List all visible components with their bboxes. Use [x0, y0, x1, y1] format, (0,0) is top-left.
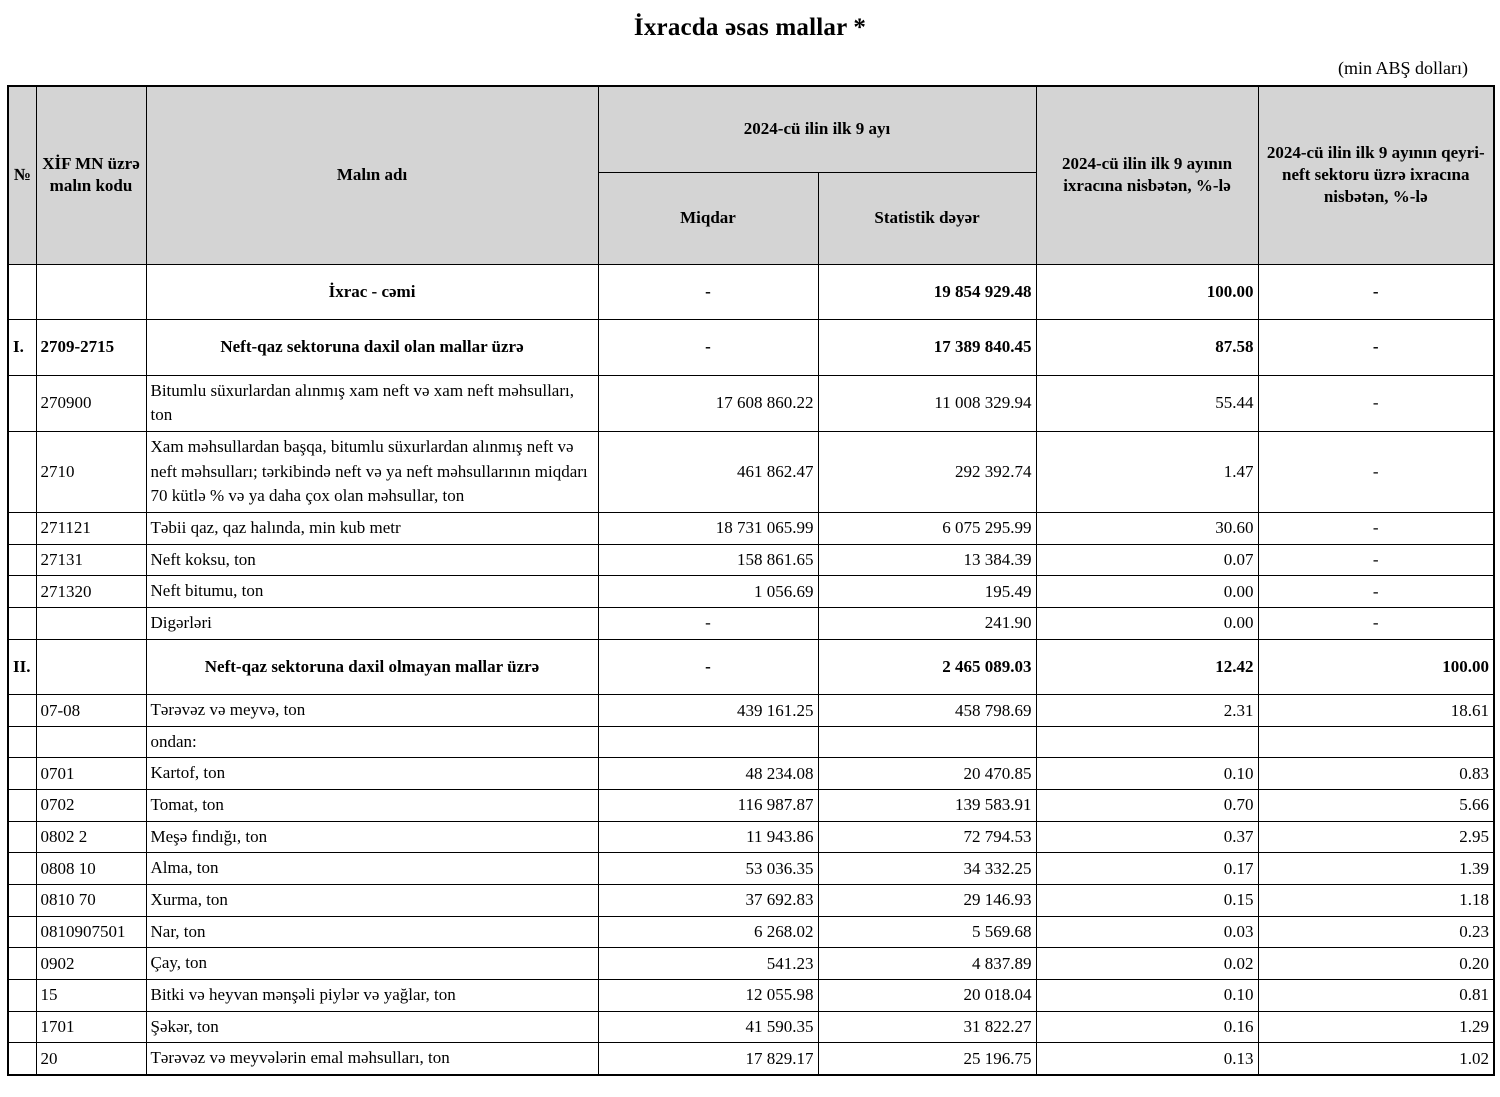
row-pct-total: 30.60: [1036, 512, 1258, 544]
row-pct-nonoil: 0.23: [1258, 916, 1494, 948]
row-name: Şəkər, ton: [146, 1011, 598, 1043]
row-qty: 461 862.47: [598, 432, 818, 513]
row-name: Təbii qaz, qaz halında, min kub metr: [146, 512, 598, 544]
header-code: XİF MN üzrə malın kodu: [36, 86, 146, 264]
row-name: Digərləri: [146, 607, 598, 639]
row-code: 0808 10: [36, 853, 146, 885]
row-no: [8, 948, 36, 980]
row-code: 20: [36, 1043, 146, 1075]
row-name: Kartof, ton: [146, 758, 598, 790]
row-pct-nonoil: -: [1258, 607, 1494, 639]
row-pct-total: 0.16: [1036, 1011, 1258, 1043]
row-value: 5 569.68: [818, 916, 1036, 948]
row-qty: -: [598, 264, 818, 320]
row-value: 34 332.25: [818, 853, 1036, 885]
row-no: II.: [8, 639, 36, 695]
row-value: 458 798.69: [818, 695, 1036, 727]
row-pct-nonoil: 0.83: [1258, 758, 1494, 790]
row-qty: 48 234.08: [598, 758, 818, 790]
header-pct-total: 2024-cü ilin ilk 9 ayının ixracına nisbətən, %-lə: [1036, 86, 1258, 264]
row-name: Çay, ton: [146, 948, 598, 980]
row-pct-nonoil: -: [1258, 375, 1494, 431]
row-name: Nar, ton: [146, 916, 598, 948]
row-value: 2 465 089.03: [818, 639, 1036, 695]
row-pct-nonoil: -: [1258, 320, 1494, 376]
row-qty: -: [598, 607, 818, 639]
row-no: [8, 726, 36, 758]
row-pct-total: 0.15: [1036, 885, 1258, 917]
row-name: Tərəvəz və meyvə, ton: [146, 695, 598, 727]
row-pct-nonoil: [1258, 726, 1494, 758]
table-row: [8, 607, 1494, 639]
row-value: 241.90: [818, 607, 1036, 639]
row-code: [36, 726, 146, 758]
row-qty: 439 161.25: [598, 695, 818, 727]
row-no: [8, 1043, 36, 1075]
row-no: [8, 979, 36, 1011]
row-code: 0902: [36, 948, 146, 980]
row-pct-total: 0.37: [1036, 821, 1258, 853]
row-no: [8, 853, 36, 885]
row-pct-total: 0.00: [1036, 576, 1258, 608]
row-pct-nonoil: 18.61: [1258, 695, 1494, 727]
table-row: [8, 821, 1494, 853]
row-pct-nonoil: 1.29: [1258, 1011, 1494, 1043]
row-name: Bitumlu süxurlardan alınmış xam neft və xam neft məhsulları, ton: [146, 375, 598, 431]
row-pct-total: 55.44: [1036, 375, 1258, 431]
header-period-group: 2024-cü ilin ilk 9 ayı: [598, 86, 1036, 172]
row-pct-nonoil: 100.00: [1258, 639, 1494, 695]
row-pct-nonoil: -: [1258, 264, 1494, 320]
row-code: [36, 607, 146, 639]
row-no: [8, 790, 36, 822]
row-pct-total: 12.42: [1036, 639, 1258, 695]
row-code: [36, 639, 146, 695]
row-name: ondan:: [146, 726, 598, 758]
row-qty: -: [598, 320, 818, 376]
row-name: İxrac - cəmi: [146, 264, 598, 320]
row-pct-total: 0.10: [1036, 758, 1258, 790]
row-name: Neft-qaz sektoruna daxil olmayan mallar üzrə: [146, 639, 598, 695]
row-code: [36, 264, 146, 320]
row-no: [8, 1011, 36, 1043]
row-code: 15: [36, 979, 146, 1011]
table-row: [8, 695, 1494, 727]
row-code: 07-08: [36, 695, 146, 727]
row-no: [8, 576, 36, 608]
page-title: İxracda əsas mallar *: [633, 14, 867, 41]
row-code: 2710: [36, 432, 146, 513]
row-qty: 17 829.17: [598, 1043, 818, 1075]
row-pct-total: [1036, 726, 1258, 758]
row-pct-total: 0.70: [1036, 790, 1258, 822]
row-pct-total: 0.07: [1036, 544, 1258, 576]
row-name: Bitki və heyvan mənşəli piylər və yağlar, ton: [146, 979, 598, 1011]
row-value: 17 389 840.45: [818, 320, 1036, 376]
row-pct-nonoil: -: [1258, 576, 1494, 608]
header-no: №: [8, 86, 36, 264]
row-qty: 41 590.35: [598, 1011, 818, 1043]
row-pct-nonoil: 1.18: [1258, 885, 1494, 917]
row-value: 72 794.53: [818, 821, 1036, 853]
row-code: 271121: [36, 512, 146, 544]
table-row: [8, 948, 1494, 980]
row-qty: 116 987.87: [598, 790, 818, 822]
row-no: I.: [8, 320, 36, 376]
row-pct-total: 100.00: [1036, 264, 1258, 320]
table-row: [8, 979, 1494, 1011]
row-pct-total: 0.13: [1036, 1043, 1258, 1075]
row-qty: 158 861.65: [598, 544, 818, 576]
row-no: [8, 544, 36, 576]
row-code: 0701: [36, 758, 146, 790]
row-code: 271320: [36, 576, 146, 608]
row-no: [8, 695, 36, 727]
row-qty: 1 056.69: [598, 576, 818, 608]
export-table: [7, 85, 1495, 1076]
row-value: 4 837.89: [818, 948, 1036, 980]
row-value: 195.49: [818, 576, 1036, 608]
row-qty: 18 731 065.99: [598, 512, 818, 544]
table-row: [8, 726, 1494, 758]
row-name: Tərəvəz və meyvələrin emal məhsulları, ton: [146, 1043, 598, 1075]
row-no: [8, 432, 36, 513]
row-value: [818, 726, 1036, 758]
table-row: [8, 264, 1494, 320]
row-pct-total: 0.02: [1036, 948, 1258, 980]
row-value: 20 018.04: [818, 979, 1036, 1011]
table-row: [8, 375, 1494, 431]
table-row: [8, 1043, 1494, 1075]
row-code: 27131: [36, 544, 146, 576]
row-no: [8, 512, 36, 544]
row-no: [8, 821, 36, 853]
row-code: 2709-2715: [36, 320, 146, 376]
row-code: 0802 2: [36, 821, 146, 853]
row-value: 292 392.74: [818, 432, 1036, 513]
row-value: 6 075 295.99: [818, 512, 1036, 544]
row-qty: 12 055.98: [598, 979, 818, 1011]
header-stat-value: Statistik dəyər: [818, 172, 1036, 264]
row-pct-nonoil: 1.02: [1258, 1043, 1494, 1075]
row-name: Neft bitumu, ton: [146, 576, 598, 608]
row-pct-nonoil: -: [1258, 512, 1494, 544]
row-pct-nonoil: 5.66: [1258, 790, 1494, 822]
table-row: [8, 790, 1494, 822]
row-no: [8, 885, 36, 917]
row-pct-nonoil: -: [1258, 544, 1494, 576]
row-qty: 541.23: [598, 948, 818, 980]
table-row: [8, 885, 1494, 917]
row-qty: 11 943.86: [598, 821, 818, 853]
row-name: Neft-qaz sektoruna daxil olan mallar üzrə: [146, 320, 598, 376]
row-pct-total: 0.10: [1036, 979, 1258, 1011]
row-value: 25 196.75: [818, 1043, 1036, 1075]
row-value: 139 583.91: [818, 790, 1036, 822]
row-pct-total: 0.17: [1036, 853, 1258, 885]
table-row: [8, 512, 1494, 544]
row-qty: [598, 726, 818, 758]
row-qty: 37 692.83: [598, 885, 818, 917]
row-value: 29 146.93: [818, 885, 1036, 917]
row-code: 270900: [36, 375, 146, 431]
row-no: [8, 264, 36, 320]
row-name: Neft koksu, ton: [146, 544, 598, 576]
row-value: 31 822.27: [818, 1011, 1036, 1043]
table-body: [8, 264, 1494, 1075]
table-row: [8, 544, 1494, 576]
row-no: [8, 607, 36, 639]
row-qty: 17 608 860.22: [598, 375, 818, 431]
row-pct-total: 1.47: [1036, 432, 1258, 513]
row-pct-total: 0.00: [1036, 607, 1258, 639]
row-qty: 6 268.02: [598, 916, 818, 948]
header-quantity: Miqdar: [598, 172, 818, 264]
table-row: [8, 853, 1494, 885]
header-name: Malın adı: [146, 86, 598, 264]
row-no: [8, 758, 36, 790]
table-row: [8, 1011, 1494, 1043]
row-name: Xurma, ton: [146, 885, 598, 917]
row-code: 0810907501: [36, 916, 146, 948]
row-name: Tomat, ton: [146, 790, 598, 822]
row-value: 13 384.39: [818, 544, 1036, 576]
row-pct-nonoil: 0.81: [1258, 979, 1494, 1011]
row-name: Alma, ton: [146, 853, 598, 885]
row-no: [8, 375, 36, 431]
table-row: [8, 758, 1494, 790]
row-pct-nonoil: 0.20: [1258, 948, 1494, 980]
table-row: [8, 916, 1494, 948]
unit-note: (min ABŞ dolları): [1338, 58, 1468, 78]
row-code: 1701: [36, 1011, 146, 1043]
table-row: [8, 432, 1494, 513]
row-pct-total: 87.58: [1036, 320, 1258, 376]
row-pct-nonoil: 1.39: [1258, 853, 1494, 885]
table-header: [8, 86, 1494, 264]
table-row: [8, 320, 1494, 376]
table-row: [8, 576, 1494, 608]
row-name: Xam məhsullardan başqa, bitumlu süxurlardan alınmış neft və neft məhsulları; tərkibində neft və ya neft məhsullarının miqdarı 70 kütlə % və ya daha çox olan məhsullar, ton: [146, 432, 598, 513]
row-value: 19 854 929.48: [818, 264, 1036, 320]
row-pct-nonoil: 2.95: [1258, 821, 1494, 853]
row-no: [8, 916, 36, 948]
row-value: 11 008 329.94: [818, 375, 1036, 431]
row-code: 0810 70: [36, 885, 146, 917]
row-pct-nonoil: -: [1258, 432, 1494, 513]
table-row: [8, 639, 1494, 695]
row-pct-total: 0.03: [1036, 916, 1258, 948]
row-name: Meşə fındığı, ton: [146, 821, 598, 853]
row-qty: 53 036.35: [598, 853, 818, 885]
row-code: 0702: [36, 790, 146, 822]
row-pct-total: 2.31: [1036, 695, 1258, 727]
row-value: 20 470.85: [818, 758, 1036, 790]
row-qty: -: [598, 639, 818, 695]
header-pct-nonoil: 2024-cü ilin ilk 9 ayının qeyri-neft sektoru üzrə ixracına nisbətən, %-lə: [1258, 86, 1494, 264]
